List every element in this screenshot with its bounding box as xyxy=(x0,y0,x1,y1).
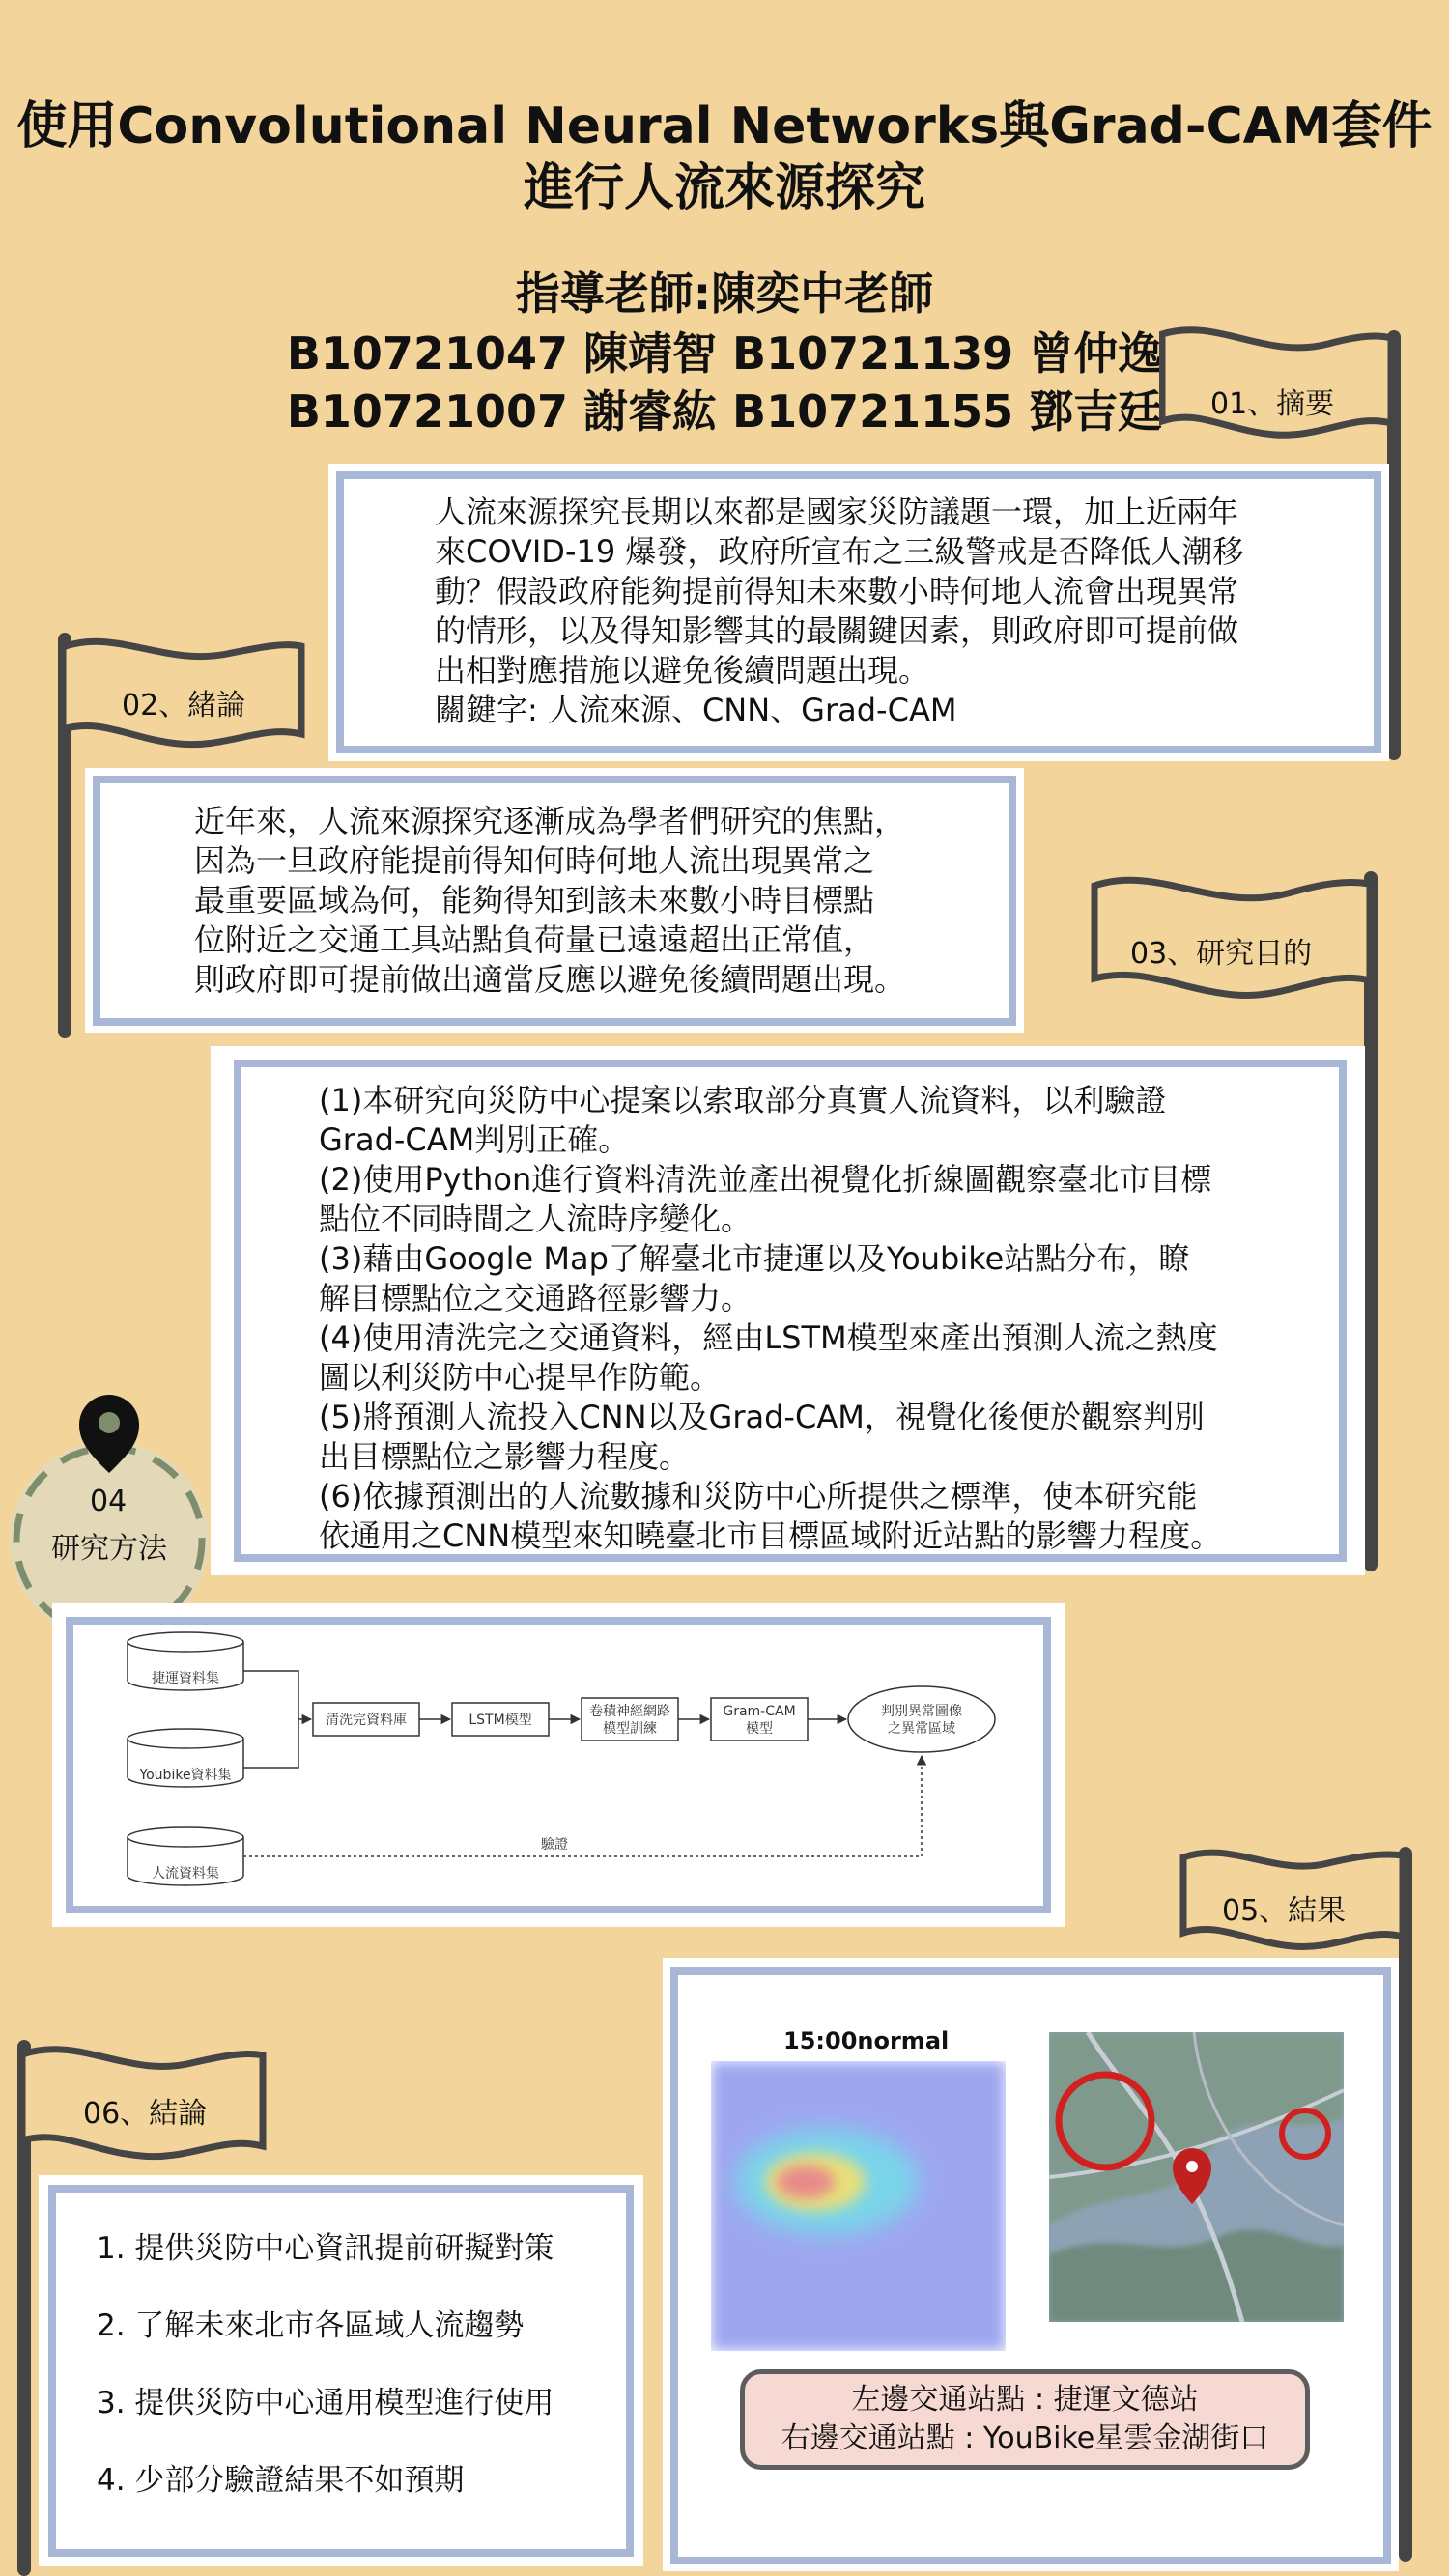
step-lstm: LSTM模型 xyxy=(469,1713,532,1728)
conclusion-item: 1. 提供災防中心資訊提前研擬對策 xyxy=(97,2231,554,2266)
abstract-line: 動？假設政府能夠提前得知未來數小時何地人流會出現異常 xyxy=(435,573,1239,609)
result-a: 判別異常圖像 xyxy=(881,1704,962,1719)
conclusion-item: 3. 提供災防中心通用模型進行使用 xyxy=(97,2386,554,2420)
abstract-line: 的情形，以及得知影響其的最關鍵因素，則政府即可提前做 xyxy=(435,612,1239,649)
caption-line-2: 右邊交通站點 : YouBike星雲金湖街口 xyxy=(781,2421,1269,2455)
step-cnn-b: 模型訓練 xyxy=(603,1721,657,1737)
flag-abstract-label: 01、摘要 xyxy=(1210,387,1335,421)
students-line-1: B10721047 陳靖智 B10721139 曾仲逸 xyxy=(286,327,1163,380)
flag-conclusion-label: 06、結論 xyxy=(83,2097,208,2131)
intro-text xyxy=(194,802,905,1000)
purpose-line: 圖以利災防中心提早作防範。 xyxy=(319,1359,722,1396)
db-people xyxy=(128,1827,243,1885)
abstract-line: 人流來源探究長期以來都是國家災防議題一環，加上近兩年 xyxy=(435,494,1239,530)
abstract-line: 來COVID-19 爆發，政府所宣布之三級警戒是否降低人潮移 xyxy=(435,533,1244,570)
students-line-2: B10721007 謝睿紘 B10721155 鄧吉廷 xyxy=(286,385,1163,438)
heatmap-image xyxy=(711,2061,1006,2351)
abstract-text xyxy=(435,493,1243,730)
flag-results-label: 05、結果 xyxy=(1222,1894,1347,1928)
results-panel xyxy=(663,1958,1399,2571)
method-flowchart xyxy=(52,1603,1065,1927)
intro-panel xyxy=(85,768,1024,1033)
purpose-line: (3)藉由Google Map了解臺北市捷運以及Youbike站點分布，瞭 xyxy=(319,1240,1190,1277)
db-metro xyxy=(128,1632,243,1690)
intro-line: 因為一旦政府能提前得知何時何地人流出現異常之 xyxy=(194,842,875,879)
db-metro-label: 捷運資料集 xyxy=(152,1671,219,1686)
abstract-line: 出相對應措施以避免後續問題出現。 xyxy=(435,652,930,689)
intro-line: 位附近之交通工具站點負荷量已遠遠超出正常值， xyxy=(194,921,875,958)
purpose-line: Grad-CAM判別正確。 xyxy=(319,1121,630,1158)
purpose-line: 出目標點位之影響力程度。 xyxy=(319,1438,691,1475)
caption-line-1: 左邊交通站點 : 捷運文德站 xyxy=(851,2383,1199,2417)
method-label: 研究方法 xyxy=(51,1532,167,1566)
intro-line: 近年來，人流來源探究逐漸成為學者們研究的焦點， xyxy=(194,803,906,839)
map-image xyxy=(1049,2032,1344,2322)
conclusion-panel xyxy=(39,2175,643,2566)
purpose-line: 點位不同時間之人流時序變化。 xyxy=(319,1201,753,1237)
purpose-line: 依通用之CNN模型來知曉臺北市目標區域附近站點的影響力程度。 xyxy=(319,1517,1222,1554)
heatmap-title: 15:00normal xyxy=(783,2027,950,2054)
purpose-text xyxy=(319,1081,1221,1556)
result-b: 之異常區域 xyxy=(888,1721,955,1737)
verify-label: 驗證 xyxy=(541,1837,568,1853)
purpose-line: (6)依據預測出的人流數據和災防中心所提供之標準，使本研究能 xyxy=(319,1478,1198,1514)
intro-line: 最重要區域為何，能夠得知到該未來數小時目標點 xyxy=(194,882,875,919)
abstract-panel xyxy=(328,464,1389,761)
intro-line: 則政府即可提前做出適當反應以避免後續問題出現。 xyxy=(194,961,906,998)
advisor: 指導老師:陳奕中老師 xyxy=(515,268,934,320)
step-gradcam-b: 模型 xyxy=(746,1721,773,1737)
step-cnn-a: 卷積神經網路 xyxy=(589,1704,670,1719)
purpose-line: (5)將預測人流投入CNN以及Grad-CAM，視覺化後便於觀察判別 xyxy=(319,1399,1205,1435)
purpose-line: (4)使用清洗完之交通資料，經由LSTM模型來產出預測人流之熱度 xyxy=(319,1319,1218,1356)
title-line-2: 進行人流來源探究 xyxy=(523,159,925,217)
conclusion-item: 2. 了解未來北市各區域人流趨勢 xyxy=(97,2308,525,2343)
db-people-label: 人流資料集 xyxy=(152,1866,219,1882)
purpose-line: 解目標點位之交通路徑影響力。 xyxy=(319,1280,753,1316)
step-clean-db: 清洗完資料庫 xyxy=(326,1713,407,1728)
flag-purpose-label: 03、研究目的 xyxy=(1130,937,1313,971)
purpose-line: (1)本研究向災防中心提案以索取部分真實人流資料，以利驗證 xyxy=(319,1082,1167,1118)
method-number: 04 xyxy=(90,1485,128,1518)
abstract-line: 關鍵字: 人流來源、CNN、Grad-CAM xyxy=(435,692,957,728)
db-youbike xyxy=(128,1729,243,1787)
method-diagram-panel xyxy=(52,1603,1065,1927)
result-caption xyxy=(740,2369,1310,2470)
purpose-panel xyxy=(211,1046,1365,1575)
purpose-line: (2)使用Python進行資料清洗並產出視覺化折線圖觀察臺北市目標 xyxy=(319,1161,1212,1198)
step-gradcam-a: Gram-CAM xyxy=(723,1704,796,1719)
conclusion-item: 4. 少部分驗證結果不如預期 xyxy=(97,2463,465,2498)
db-youbike-label: Youbike資料集 xyxy=(139,1768,232,1783)
title-line-1: 使用Convolutional Neural Networks與Grad-CAM套件 xyxy=(16,98,1433,156)
flag-intro-label: 02、緒論 xyxy=(122,689,246,722)
